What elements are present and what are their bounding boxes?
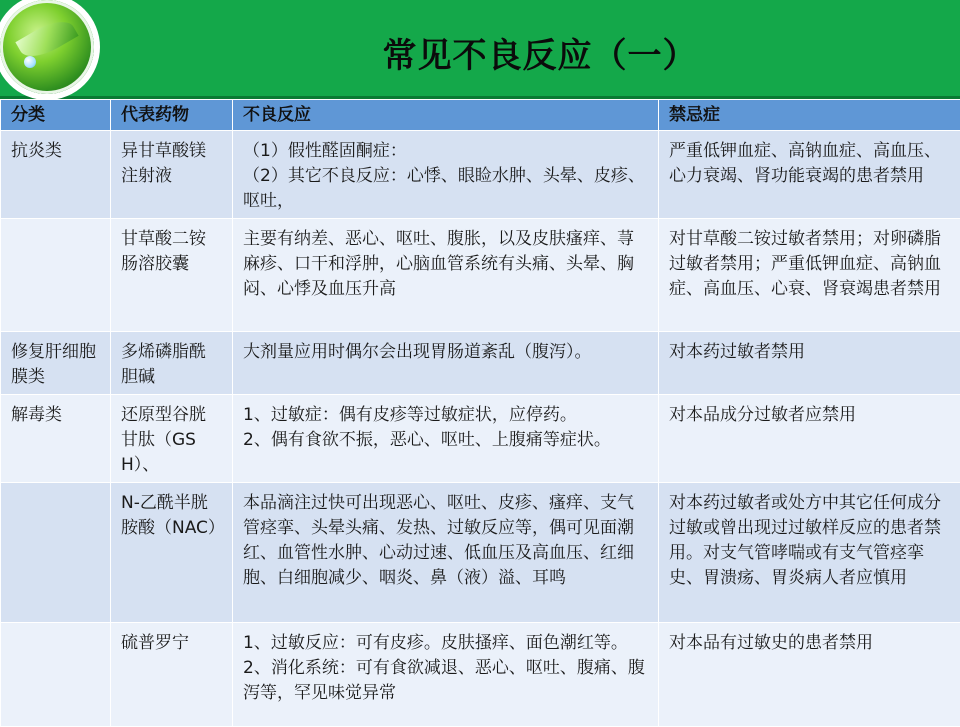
contraindication-cell: 严重低钾血症、高钠血症、高血压、心力衰竭、肾功能衰竭的患者禁用 xyxy=(659,131,960,219)
contraindication-cell: 对本药过敏者禁用 xyxy=(659,332,960,395)
reaction-line: 大剂量应用时偶尔会出现胃肠道紊乱（腹泻）。 xyxy=(243,340,648,365)
table-row xyxy=(1,332,960,395)
reaction-line: 主要有纳差、恶心、呕吐、腹胀，以及皮肤瘙痒、荨麻疹、口干和浮肿，心脑血管系统有头痛、头晕、胸闷、心悸及血压升高 xyxy=(243,227,648,302)
reactions-cell xyxy=(233,332,659,395)
category-cell xyxy=(1,623,111,727)
category-cell xyxy=(1,219,111,332)
drug-cell: 异甘草酸镁注射液 xyxy=(111,131,233,219)
table-row xyxy=(1,483,960,623)
contraindication-cell: 对本药过敏者或处方中其它任何成分过敏或曾出现过过敏样反应的患者禁用。对支气管哮喘或有支气管痉挛史、胃溃疡、胃炎病人者应慎用 xyxy=(659,483,960,623)
reaction-line: （2）其它不良反应：心悸、眼睑水肿、头晕、皮疹、呕吐， xyxy=(243,164,648,214)
reactions-cell xyxy=(233,219,659,332)
drug-cell: 多烯磷脂酰胆碱 xyxy=(111,332,233,395)
reaction-line: 1、过敏症：偶有皮疹等过敏症状，应停药。 xyxy=(243,403,648,428)
reaction-line: （1）假性醛固酮症： xyxy=(243,139,648,164)
contraindication-cell: 对甘草酸二铵过敏者禁用；对卵磷脂过敏者禁用；严重低钾血症、高钠血症、高血压、心衰、肾衰竭患者禁用 xyxy=(659,219,960,332)
header-contraindication: 禁忌症 xyxy=(659,100,960,131)
leaf-logo-icon xyxy=(0,0,94,94)
reactions-cell xyxy=(233,131,659,219)
reaction-line: 2、偶有食欲不振，恶心、呕吐、上腹痛等症状。 xyxy=(243,428,648,453)
drug-cell: 甘草酸二铵肠溶胶囊 xyxy=(111,219,233,332)
contraindication-cell: 对本品成分过敏者应禁用 xyxy=(659,395,960,483)
water-drop-icon xyxy=(24,56,36,68)
contraindication-cell: 对本品有过敏史的患者禁用 xyxy=(659,623,960,727)
table-row xyxy=(1,219,960,332)
reaction-line: 本品滴注过快可出现恶心、呕吐、皮疹、瘙痒、支气管痉挛、头晕头痛、发热、过敏反应等，偶可见面潮红、血管性水肿、心动过速、低血压及高血压、红细胞、白细胞减少、咽炎、鼻（液）溢、耳鸣 xyxy=(243,491,648,591)
category-cell: 解毒类 xyxy=(1,395,111,483)
slide-title: 常见不良反应（一） xyxy=(220,28,860,77)
category-cell xyxy=(1,483,111,623)
adverse-reaction-table xyxy=(0,99,960,727)
drug-cell: 还原型谷胱甘肽（GSH）、 xyxy=(111,395,233,483)
drug-cell: 硫普罗宁 xyxy=(111,623,233,727)
header-category: 分类 xyxy=(1,100,111,131)
table-row xyxy=(1,131,960,219)
category-cell: 抗炎类 xyxy=(1,131,111,219)
table-row xyxy=(1,395,960,483)
reactions-cell xyxy=(233,623,659,727)
header-reactions: 不良反应 xyxy=(233,100,659,131)
reactions-cell xyxy=(233,483,659,623)
slide-header xyxy=(0,0,960,99)
table-header-row xyxy=(1,100,960,131)
reaction-line: 1、过敏反应：可有皮疹。皮肤搔痒、面色潮红等。 2、消化系统：可有食欲减退、恶心、呕吐、腹痛、腹泻等，罕见味觉异常 xyxy=(243,631,648,706)
table-row xyxy=(1,623,960,727)
category-cell: 修复肝细胞膜类 xyxy=(1,332,111,395)
reactions-cell xyxy=(233,395,659,483)
drug-cell: N-乙酰半胱胺酸（NAC） xyxy=(111,483,233,623)
header-drug: 代表药物 xyxy=(111,100,233,131)
